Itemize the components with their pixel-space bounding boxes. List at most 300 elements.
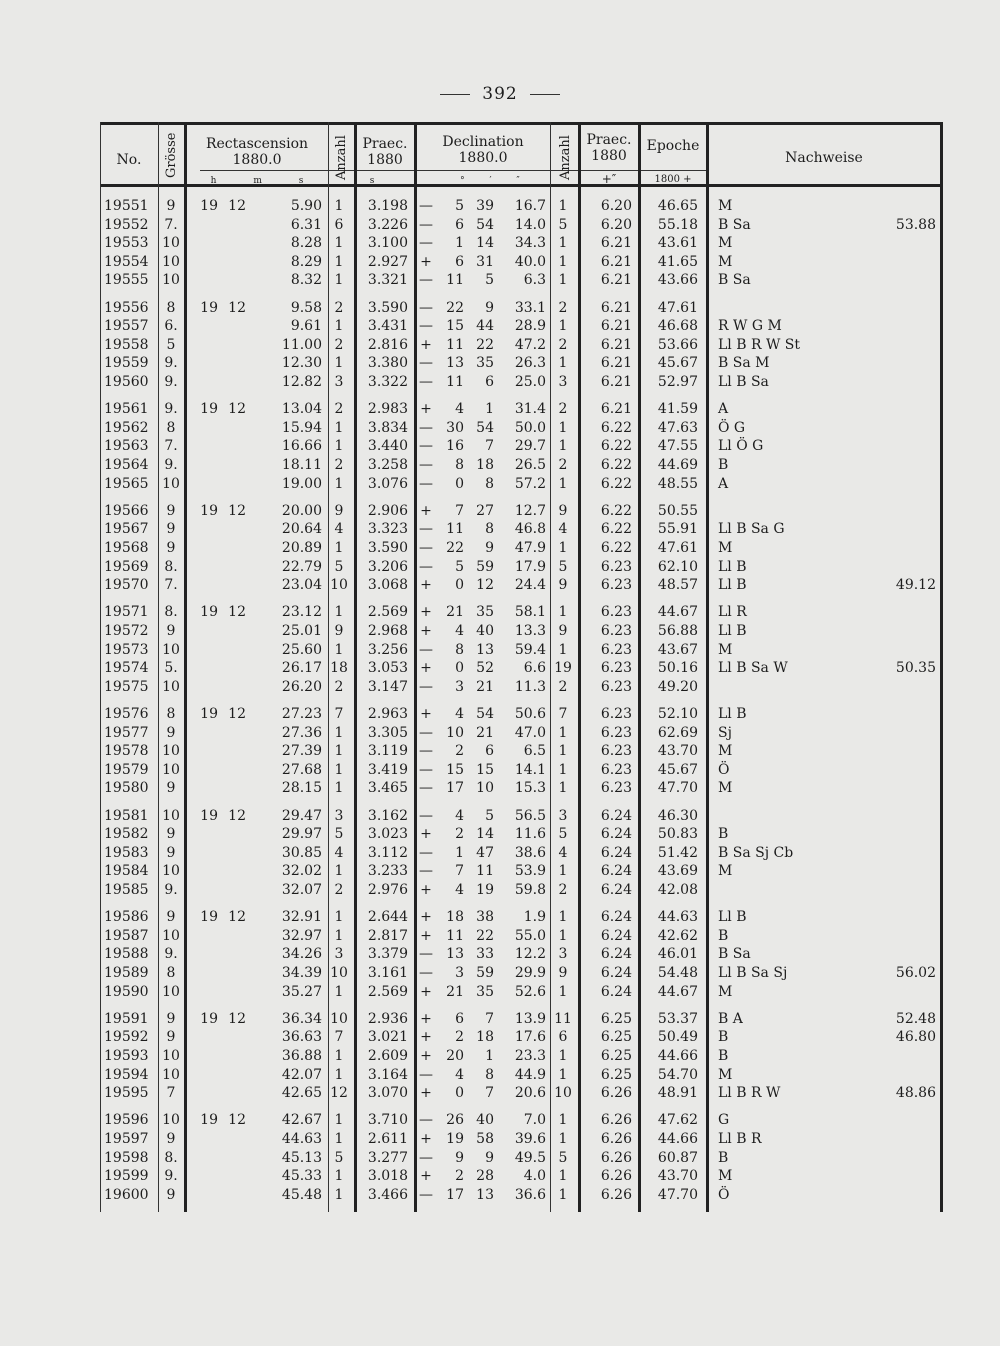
- epoch-cell: 43.61: [657, 235, 698, 252]
- epoch-cell: 56.88: [657, 622, 698, 639]
- star-number-cell: 19596: [104, 1112, 149, 1129]
- magnitude-cell: 10: [162, 678, 180, 695]
- epoch-cell: 44.66: [657, 1047, 698, 1064]
- decl-degrees-cell: 8: [455, 641, 464, 658]
- star-number-cell: 19566: [104, 502, 149, 519]
- decl-count-cell: 1: [558, 1168, 568, 1185]
- ra-count-cell: 1: [334, 1186, 344, 1203]
- decl-arcminutes-cell: 19: [476, 881, 494, 898]
- ra-count-cell: 5: [334, 558, 344, 575]
- decl-count-cell: 1: [558, 1186, 568, 1203]
- decl-precession-cell: 6.24: [600, 946, 632, 963]
- decl-precession-cell: 6.20: [600, 198, 632, 214]
- references-cell: M: [718, 743, 733, 760]
- decl-precession-cell: 6.23: [600, 706, 632, 722]
- references-cell: Ll B Sa W: [718, 660, 788, 677]
- ra-count-cell: 3: [334, 807, 344, 824]
- ra-count-cell: 2: [334, 401, 344, 418]
- ra-minutes-cell: 12: [228, 502, 246, 519]
- table-row: [100, 401, 942, 421]
- ra-seconds-cell: 45.48: [281, 1186, 322, 1203]
- decl-arcminutes-cell: 9: [485, 299, 494, 316]
- ra-seconds-cell: 25.60: [281, 641, 322, 658]
- decl-precession-cell: 6.26: [600, 1149, 632, 1166]
- decl-degrees-cell: 15: [446, 318, 464, 335]
- star-number-cell: 19597: [104, 1130, 149, 1147]
- magnitude-cell: 10: [162, 863, 180, 880]
- decl-count-cell: 1: [558, 604, 568, 621]
- decl-count-cell: 10: [554, 1085, 572, 1102]
- ra-hours-cell: 19: [200, 604, 218, 621]
- ra-count-cell: 1: [334, 780, 344, 797]
- decl-arcminutes-cell: 58: [476, 1130, 494, 1147]
- ra-precession-cell: 3.258: [367, 456, 408, 473]
- magnitude-cell: 9: [166, 844, 176, 861]
- ra-hours-cell: 19: [200, 1112, 218, 1129]
- ra-count-cell: 1: [334, 475, 344, 492]
- table-row: [100, 1029, 942, 1049]
- decl-arcseconds-cell: 12.7: [514, 502, 546, 519]
- decl-arcseconds-cell: 31.4: [514, 401, 546, 418]
- decl-count-cell: 1: [558, 198, 568, 214]
- header-praec2: [580, 132, 638, 164]
- decl-arcseconds-cell: 47.9: [514, 539, 546, 556]
- epoch-cell: 43.70: [657, 1168, 698, 1185]
- decl-count-cell: 1: [558, 909, 568, 926]
- ra-count-cell: 1: [334, 927, 344, 944]
- ra-precession-cell: 2.644: [367, 909, 408, 926]
- decl-arcseconds-cell: 33.1: [514, 299, 546, 316]
- decl-arcseconds-cell: 14.1: [514, 761, 546, 778]
- references-cell: B: [718, 1047, 729, 1064]
- decl-count-cell: 4: [558, 521, 568, 538]
- decl-arcseconds-cell: 20.6: [514, 1085, 546, 1102]
- epoch-cell: 43.67: [657, 641, 698, 658]
- decl-arcseconds-cell: 52.6: [514, 983, 546, 1000]
- header-no: No.: [116, 152, 142, 168]
- ra-precession-cell: 3.440: [367, 438, 408, 455]
- decl-arcminutes-cell: 1: [485, 1047, 494, 1064]
- star-number-cell: 19585: [104, 881, 149, 898]
- decl-sign-cell: +: [420, 881, 432, 898]
- ra-count-cell: 2: [334, 456, 344, 473]
- decl-arcminutes-cell: 54: [476, 419, 494, 436]
- ra-precession-cell: 3.119: [367, 743, 408, 760]
- decl-count-cell: 4: [558, 844, 568, 861]
- decl-degrees-cell: 26: [446, 1112, 464, 1129]
- decl-sign-cell: —: [419, 198, 433, 214]
- star-number-cell: 19568: [104, 539, 149, 556]
- epoch-cell: 46.01: [657, 946, 698, 963]
- epoch-cell: 47.70: [657, 1186, 698, 1203]
- star-number-cell: 19551: [104, 198, 149, 214]
- star-number-cell: 19590: [104, 983, 149, 1000]
- decl-degrees-cell: 11: [446, 272, 464, 289]
- references-cell: Ö G: [718, 419, 746, 436]
- decl-arcminutes-cell: 40: [476, 622, 494, 639]
- decl-sign-cell: —: [419, 946, 433, 963]
- ra-count-cell: 1: [334, 318, 344, 335]
- table-row: [100, 1011, 942, 1031]
- decl-arcminutes-cell: 8: [485, 1066, 494, 1083]
- header-praec: [356, 136, 414, 168]
- ra-precession-cell: 3.465: [367, 780, 408, 797]
- table-row: [100, 337, 942, 357]
- ra-count-cell: 1: [334, 235, 344, 252]
- ra-seconds-cell: 36.63: [281, 1029, 322, 1046]
- margin-epoch-cell: 52.48: [895, 1010, 936, 1027]
- star-number-cell: 19563: [104, 438, 149, 455]
- star-number-cell: 19555: [104, 272, 149, 289]
- decl-sign-cell: —: [419, 373, 433, 390]
- ra-precession-cell: 3.226: [367, 216, 408, 233]
- magnitude-cell: 9: [166, 539, 176, 556]
- table-row: [100, 254, 942, 274]
- references-cell: M: [718, 863, 733, 880]
- magnitude-cell: 9: [166, 1130, 176, 1147]
- ra-count-cell: 5: [334, 1149, 344, 1166]
- ra-seconds-cell: 26.20: [281, 678, 322, 695]
- header-anzahl: Anzahl: [334, 135, 349, 180]
- decl-sign-cell: —: [419, 539, 433, 556]
- decl-sign-cell: +: [420, 577, 432, 594]
- decl-sign-cell: +: [420, 253, 432, 270]
- decl-degrees-cell: 16: [446, 438, 464, 455]
- decl-precession-cell: 6.25: [600, 1066, 632, 1083]
- decl-arcseconds-cell: 25.0: [514, 373, 546, 390]
- decl-arcseconds-cell: 11.3: [514, 678, 546, 695]
- decl-sign-cell: —: [419, 743, 433, 760]
- decl-arcminutes-cell: 7: [485, 438, 494, 455]
- ra-seconds-cell: 23.04: [281, 577, 322, 594]
- references-cell: B Sa: [718, 272, 751, 289]
- epoch-cell: 55.18: [657, 216, 698, 233]
- ra-precession-cell: 2.817: [367, 927, 408, 944]
- page-number: [0, 84, 1000, 104]
- decl-count-cell: 6: [558, 1029, 568, 1046]
- references-cell: M: [718, 253, 733, 270]
- decl-degrees-cell: 0: [455, 1085, 464, 1102]
- ra-seconds-cell: 42.65: [281, 1085, 322, 1102]
- decl-count-cell: 9: [558, 502, 568, 519]
- ra-count-cell: 18: [330, 660, 348, 677]
- magnitude-cell: 9: [166, 198, 176, 214]
- ra-minutes-cell: 12: [228, 401, 246, 418]
- table-row: [100, 642, 942, 662]
- table-row: [100, 577, 942, 597]
- decl-sign-cell: —: [419, 964, 433, 981]
- ra-precession-cell: 2.968: [367, 622, 408, 639]
- decl-sign-cell: —: [419, 641, 433, 658]
- ra-count-cell: 1: [334, 198, 344, 214]
- ra-seconds-cell: 28.15: [281, 780, 322, 797]
- decl-count-cell: 3: [558, 807, 568, 824]
- epoch-cell: 43.70: [657, 743, 698, 760]
- ra-precession-cell: 3.323: [367, 521, 408, 538]
- decl-arcseconds-cell: 59.4: [514, 641, 546, 658]
- decl-precession-cell: 6.25: [600, 1047, 632, 1064]
- ra-seconds-cell: 20.64: [281, 521, 322, 538]
- references-cell: B: [718, 927, 729, 944]
- decl-precession-cell: 6.23: [600, 678, 632, 695]
- decl-degrees-cell: 20: [446, 1047, 464, 1064]
- decl-arcminutes-cell: 27: [476, 502, 494, 519]
- decl-degrees-cell: 13: [446, 355, 464, 372]
- ra-seconds-cell: 42.67: [281, 1112, 322, 1129]
- decl-count-cell: 2: [558, 299, 568, 316]
- magnitude-cell: 8.: [164, 604, 178, 621]
- ra-seconds-cell: 6.31: [290, 216, 322, 233]
- star-number-cell: 19569: [104, 558, 149, 575]
- ra-precession-cell: 2.611: [367, 1130, 408, 1147]
- ra-precession-cell: 2.569: [367, 604, 408, 621]
- header-decl-title: Declination: [442, 134, 524, 150]
- decl-arcminutes-cell: 10: [476, 780, 494, 797]
- decl-degrees-cell: 3: [455, 964, 464, 981]
- star-number-cell: 19594: [104, 1066, 149, 1083]
- star-number-cell: 19593: [104, 1047, 149, 1064]
- decl-sign-cell: +: [420, 604, 432, 621]
- table-row: [100, 1150, 942, 1170]
- decl-arcminutes-cell: 35: [476, 355, 494, 372]
- magnitude-cell: 9: [166, 1010, 176, 1027]
- decl-count-cell: 2: [558, 678, 568, 695]
- ra-precession-cell: 3.070: [367, 1085, 408, 1102]
- decl-sign-cell: +: [420, 1130, 432, 1147]
- decl-degrees-cell: 19: [446, 1130, 464, 1147]
- decl-sign-cell: —: [419, 1186, 433, 1203]
- epoch-cell: 44.66: [657, 1130, 698, 1147]
- references-cell: B Sa: [718, 216, 751, 233]
- star-number-cell: 19578: [104, 743, 149, 760]
- magnitude-cell: 10: [162, 1112, 180, 1129]
- decl-arcseconds-cell: 26.3: [514, 355, 546, 372]
- decl-count-cell: 1: [558, 1112, 568, 1129]
- references-cell: M: [718, 780, 733, 797]
- epoch-cell: 47.63: [657, 419, 698, 436]
- references-cell: R W G M: [718, 318, 782, 335]
- decl-arcseconds-cell: 46.8: [514, 521, 546, 538]
- magnitude-cell: 8: [166, 706, 176, 722]
- table-row: [100, 1085, 942, 1105]
- decl-precession-cell: 6.24: [600, 983, 632, 1000]
- ra-seconds-cell: 29.97: [281, 826, 322, 843]
- ra-precession-cell: 2.927: [367, 253, 408, 270]
- table-row: [100, 623, 942, 643]
- ra-precession-cell: 3.198: [367, 198, 408, 214]
- decl-count-cell: 1: [558, 253, 568, 270]
- ra-precession-cell: 3.590: [367, 299, 408, 316]
- decl-arcseconds-cell: 50.6: [514, 706, 546, 722]
- ra-seconds-cell: 29.47: [281, 807, 322, 824]
- ra-precession-cell: 3.590: [367, 539, 408, 556]
- table-row: [100, 965, 942, 985]
- decl-count-cell: 1: [558, 927, 568, 944]
- decl-precession-cell: 6.26: [600, 1112, 632, 1129]
- star-number-cell: 19592: [104, 1029, 149, 1046]
- decl-count-cell: 1: [558, 1130, 568, 1147]
- star-number-cell: 19574: [104, 660, 149, 677]
- margin-epoch-cell: 56.02: [895, 964, 936, 981]
- decl-arcminutes-cell: 33: [476, 946, 494, 963]
- ra-count-cell: 1: [334, 863, 344, 880]
- ra-precession-cell: 3.233: [367, 863, 408, 880]
- ra-seconds-cell: 13.04: [281, 401, 322, 418]
- epoch-cell: 43.69: [657, 863, 698, 880]
- table-row: [100, 706, 942, 726]
- decl-arcminutes-cell: 7: [485, 1085, 494, 1102]
- ra-hours-cell: 19: [200, 706, 218, 722]
- header-decl: [416, 134, 550, 166]
- decl-precession-cell: 6.26: [600, 1085, 632, 1102]
- ra-count-cell: 1: [334, 1168, 344, 1185]
- ra-seconds-cell: 26.17: [281, 660, 322, 677]
- decl-degrees-cell: 4: [455, 807, 464, 824]
- decl-arcseconds-cell: 23.3: [514, 1047, 546, 1064]
- epoch-cell: 46.65: [657, 198, 698, 214]
- table-row: [100, 909, 942, 929]
- star-number-cell: 19598: [104, 1149, 149, 1166]
- magnitude-cell: 6.: [164, 318, 178, 335]
- table-row: [100, 946, 942, 966]
- decl-arcseconds-cell: 6.3: [523, 272, 546, 289]
- decl-arcminutes-cell: 8: [485, 475, 494, 492]
- ra-precession-cell: 3.164: [367, 1066, 408, 1083]
- magnitude-cell: 10: [162, 641, 180, 658]
- decl-arcseconds-cell: 1.9: [523, 909, 546, 926]
- magnitude-cell: 5: [166, 336, 176, 353]
- ra-precession-cell: 3.068: [367, 577, 408, 594]
- ra-seconds-cell: 5.90: [290, 198, 322, 214]
- star-number-cell: 19584: [104, 863, 149, 880]
- decl-degrees-cell: 9: [455, 1149, 464, 1166]
- star-number-cell: 19586: [104, 909, 149, 926]
- decl-degrees-cell: 11: [446, 521, 464, 538]
- star-number-cell: 19564: [104, 456, 149, 473]
- ra-count-cell: 5: [334, 826, 344, 843]
- table-row: [100, 1131, 942, 1151]
- decl-precession-cell: 6.23: [600, 743, 632, 760]
- decl-arcminutes-cell: 12: [476, 577, 494, 594]
- decl-arcseconds-cell: 49.5: [514, 1149, 546, 1166]
- ra-hours-cell: 19: [200, 1010, 218, 1027]
- decl-precession-cell: 6.23: [600, 660, 632, 677]
- references-cell: B: [718, 1149, 729, 1166]
- table-row: [100, 318, 942, 338]
- decl-arcminutes-cell: 31: [476, 253, 494, 270]
- decl-sign-cell: —: [419, 807, 433, 824]
- decl-arcminutes-cell: 13: [476, 641, 494, 658]
- magnitude-cell: 8: [166, 299, 176, 316]
- magnitude-cell: 7.: [164, 216, 178, 233]
- epoch-cell: 50.16: [657, 660, 698, 677]
- decl-degrees-cell: 1: [455, 235, 464, 252]
- header-praec-unit: s: [369, 176, 375, 186]
- decl-sign-cell: +: [420, 1168, 432, 1185]
- decl-sign-cell: —: [419, 235, 433, 252]
- ra-precession-cell: 3.277: [367, 1149, 408, 1166]
- table-row: [100, 1168, 942, 1188]
- ra-seconds-cell: 15.94: [281, 419, 322, 436]
- decl-count-cell: 9: [558, 577, 568, 594]
- epoch-cell: 54.48: [657, 964, 698, 981]
- decl-degrees-cell: 4: [455, 622, 464, 639]
- decl-arcminutes-cell: 6: [485, 373, 494, 390]
- star-number-cell: 19583: [104, 844, 149, 861]
- decl-sign-cell: —: [419, 1066, 433, 1083]
- magnitude-cell: 9.: [164, 1168, 178, 1185]
- decl-arcseconds-cell: 15.3: [514, 780, 546, 797]
- decl-arcseconds-cell: 6.5: [523, 743, 546, 760]
- ra-minutes-cell: 12: [228, 706, 246, 722]
- references-cell: Ll B Sa Sj: [718, 964, 788, 981]
- magnitude-cell: 9: [166, 1029, 176, 1046]
- decl-precession-cell: 6.24: [600, 826, 632, 843]
- ra-count-cell: 3: [334, 946, 344, 963]
- decl-sign-cell: +: [420, 502, 432, 519]
- decl-arcseconds-cell: 13.3: [514, 622, 546, 639]
- decl-degrees-cell: 5: [455, 558, 464, 575]
- references-cell: Ll B R W St: [718, 336, 801, 353]
- table-row: [100, 521, 942, 541]
- decl-count-cell: 1: [558, 761, 568, 778]
- decl-degrees-cell: 17: [446, 780, 464, 797]
- decl-arcseconds-cell: 29.9: [514, 964, 546, 981]
- decl-sign-cell: +: [420, 826, 432, 843]
- magnitude-cell: 9.: [164, 881, 178, 898]
- ra-seconds-cell: 8.32: [290, 272, 322, 289]
- decl-degrees-cell: 22: [446, 539, 464, 556]
- decl-arcseconds-cell: 55.0: [514, 927, 546, 944]
- epoch-cell: 42.08: [657, 881, 698, 898]
- ra-precession-cell: 2.609: [367, 1047, 408, 1064]
- star-number-cell: 19559: [104, 355, 149, 372]
- ra-seconds-cell: 45.13: [281, 1149, 322, 1166]
- decl-sign-cell: +: [420, 660, 432, 677]
- star-number-cell: 19591: [104, 1010, 149, 1027]
- decl-arcminutes-cell: 38: [476, 909, 494, 926]
- decl-precession-cell: 6.22: [600, 502, 632, 519]
- decl-precession-cell: 6.21: [600, 299, 632, 316]
- magnitude-cell: 9: [166, 780, 176, 797]
- decl-degrees-cell: 0: [455, 660, 464, 677]
- ra-count-cell: 1: [334, 743, 344, 760]
- magnitude-cell: 10: [162, 983, 180, 1000]
- ra-seconds-cell: 19.00: [281, 475, 322, 492]
- epoch-cell: 53.66: [657, 336, 698, 353]
- ra-count-cell: 3: [334, 373, 344, 390]
- decl-arcminutes-cell: 1: [485, 401, 494, 418]
- epoch-cell: 42.62: [657, 927, 698, 944]
- decl-arcminutes-cell: 8: [485, 521, 494, 538]
- decl-count-cell: 1: [558, 1066, 568, 1083]
- decl-sign-cell: —: [419, 761, 433, 778]
- ra-seconds-cell: 12.30: [281, 355, 322, 372]
- magnitude-cell: 10: [162, 253, 180, 270]
- decl-count-cell: 2: [558, 881, 568, 898]
- decl-degrees-cell: 8: [455, 456, 464, 473]
- magnitude-cell: 7.: [164, 577, 178, 594]
- decl-arcseconds-cell: 7.0: [523, 1112, 546, 1129]
- header-praec2-year: 1880: [591, 148, 627, 164]
- decl-precession-cell: 6.23: [600, 641, 632, 658]
- decl-sign-cell: —: [419, 456, 433, 473]
- ra-count-cell: 1: [334, 272, 344, 289]
- header-anzahl2: Anzahl: [558, 135, 573, 180]
- references-cell: Ll R: [718, 604, 747, 621]
- table-row: [100, 438, 942, 458]
- ra-count-cell: 6: [334, 216, 344, 233]
